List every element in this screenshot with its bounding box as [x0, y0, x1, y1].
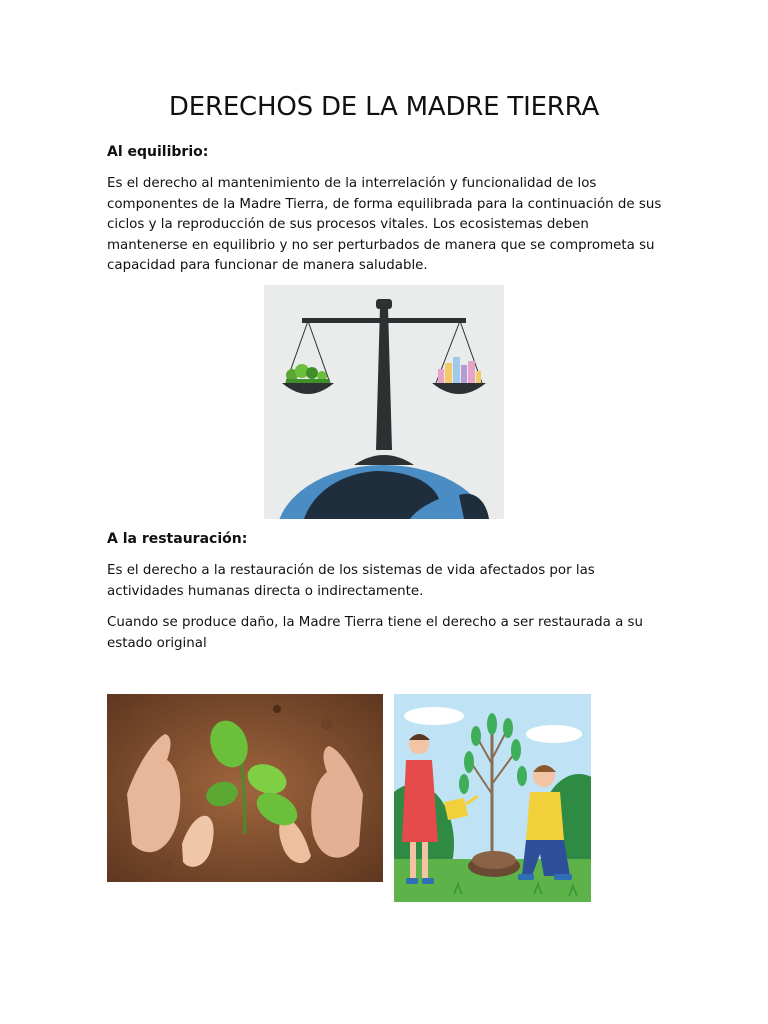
kids-planting-tree-image [394, 694, 591, 902]
page-title: DERECHOS DE LA MADRE TIERRA [168, 92, 600, 122]
paragraph-restauracion-1: Es el derecho a la restauración de los sistemas de vida afectados por las actividades humanas directa o indirectamente. [107, 563, 595, 599]
paragraph-restauracion-2: Cuando se produce daño, la Madre Tierra tiene el derecho a ser restaurada a su estado original [107, 615, 644, 651]
paragraph-equilibrio: Es el derecho al mantenimiento de la interrelación y funcionalidad de los componentes de la Madre Tierra, de forma equilibrada para la continuación de sus ciclos y la reproducción de sus procesos vitales. Los ecosistemas deben mantenerse en equilibrio y no ser perturbados de manera que se comprometa su capacidad para funcionar de manera saludable. [107, 176, 662, 274]
hands-seedling-image [107, 694, 383, 882]
balance-scale-earth-image [264, 285, 504, 519]
section-heading-restauracion: A la restauración: [107, 531, 248, 547]
section-heading-equilibrio: Al equilibrio: [107, 144, 209, 160]
